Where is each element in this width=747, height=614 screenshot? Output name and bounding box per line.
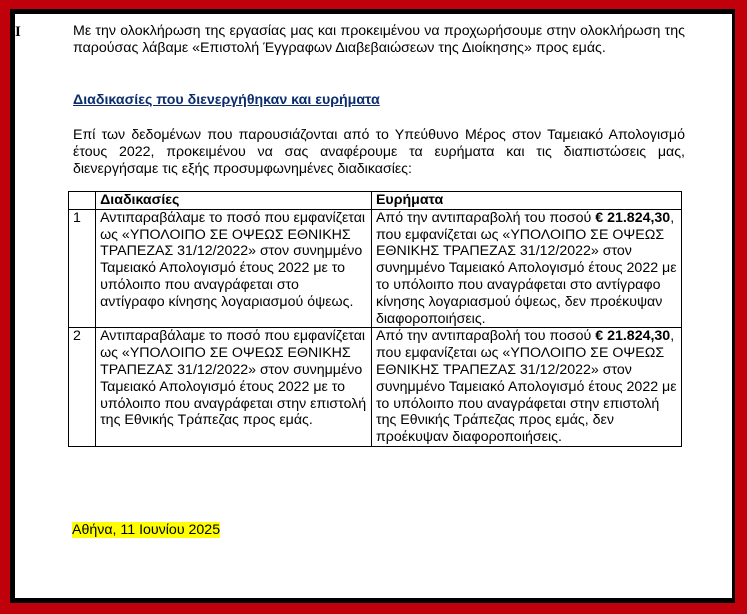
procedure-cell: Αντιπαραβάλαμε το ποσό που εμφανίζεται ως «ΥΠΟΛΟΙΠΟ ΣΕ ΟΨΕΩΣ ΕΘΝΙΚΗΣ ΤΡΑΠΕΖΑΣ 31/12/2022» στον συνημμένο Ταμειακό Απολογισμό έτους 2022 με το υπόλοιπο που αναγράφεται στην επιστολή της Εθνικής Τράπεζας προς εμάς. bbox=[96, 328, 372, 447]
finding-cell bbox=[371, 328, 681, 447]
row-number: 2 bbox=[69, 328, 96, 447]
section-heading: Διαδικασίες που διενεργήθηκαν και ευρήματα bbox=[73, 92, 380, 108]
header-findings: Ευρήματα bbox=[371, 192, 681, 210]
intro-paragraph: Με την ολοκλήρωση της εργασίας μας και προκειμένου να προχωρήσουμε στην ολοκλήρωση της παρούσας λάβαμε «Επιστολή Έγγραφων Διαβεβαιώσεων της Διοίκησης» προς εμάς. bbox=[73, 23, 685, 56]
finding-suffix: , που εμφανίζεται ως «ΥΠΟΛΟΙΠΟ ΣΕ ΟΨΕΩΣ ΕΘΝΙΚΗΣ ΤΡΑΠΕΖΑΣ 31/12/2022» στον συνημμένο Ταμειακό Απολογισμό έτους 2022 με το υπόλοιπο που αναγράφεται στο αντίγραφο κίνησης λογαριασμού όψεως, δεν προέκυψαν διαφοροποιήσεις. bbox=[375, 209, 677, 327]
table-row bbox=[69, 209, 682, 328]
date-line: Αθήνα, 11 Ιουνίου 2025 bbox=[72, 522, 221, 538]
procedure-cell: Αντιπαραβάλαμε το ποσό που εμφανίζεται ως «ΥΠΟΛΟΙΠΟ ΣΕ ΟΨΕΩΣ ΕΘΝΙΚΗΣ ΤΡΑΠΕΖΑΣ 31/12/2022» στον συνημμένο Ταμειακό Απολογισμό έτους 2022 με το υπόλοιπο που αναγράφεται στο αντίγραφο κίνησης λογαριασμού όψεως. bbox=[96, 209, 372, 328]
row-number: 1 bbox=[69, 209, 96, 328]
table-header-row bbox=[69, 192, 682, 210]
table-row bbox=[69, 328, 682, 447]
finding-cell bbox=[371, 209, 681, 328]
procedures-table bbox=[68, 191, 682, 447]
header-number bbox=[69, 192, 96, 210]
finding-amount: € 21.824,30 bbox=[595, 209, 671, 226]
finding-suffix: , που εμφανίζεται ως «ΥΠΟΛΟΙΠΟ ΣΕ ΟΨΕΩΣ ΕΘΝΙΚΗΣ ΤΡΑΠΕΖΑΣ 31/12/2022» στον συνημμένο Ταμειακό Απολογισμό έτους 2022 με το υπόλοιπο που αναγράφεται στην επιστολή της Εθνικής Τράπεζας προς εμάς, δεν προέκυψαν διαφοροποιήσεις. bbox=[375, 328, 677, 446]
finding-prefix: Από την αντιπαραβολή του ποσού bbox=[375, 328, 592, 345]
finding-prefix: Από την αντιπαραβολή του ποσού bbox=[375, 209, 592, 226]
document-page bbox=[15, 14, 732, 598]
context-paragraph: Επί των δεδομένων που παρουσιάζονται από το Υπεύθυνο Μέρος στον Ταμειακό Απολογισμό έτους 2022, προκειμένου να σας αναφέρουμε τα ευρήματα και τις διαπιστώσεις μας, διενεργήσαμε τις εξής προσυμφωνημένες διαδικασίες: bbox=[73, 127, 685, 177]
text-cursor-icon: I bbox=[15, 24, 21, 40]
header-procedures: Διαδικασίες bbox=[96, 192, 372, 210]
finding-amount: € 21.824,30 bbox=[595, 328, 671, 345]
